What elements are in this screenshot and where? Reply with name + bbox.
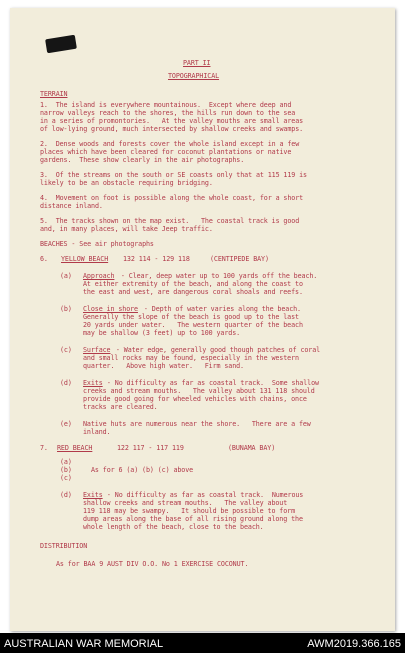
part-title: PART II	[183, 59, 211, 67]
item-label: (d)	[60, 491, 72, 499]
item-heading: Close in shore	[83, 305, 138, 313]
distribution-text: As for BAA 9 AUST DIV O.O. No 1 EXERCISE COCONUT.	[56, 560, 249, 568]
terrain-heading: TERRAIN	[40, 90, 68, 98]
para1-line: 1. The island is everywhere mountainous. Except where deep and	[40, 101, 292, 109]
item-line: whole length of the beach, close to the beach.	[83, 523, 264, 531]
beaches-line: BEACHES - See air photographs	[40, 240, 154, 248]
item-line: shallow creeks and stream mouths. The valley about	[83, 499, 288, 507]
item-line: Generally the slope of the beach is good up to the last	[83, 313, 299, 321]
beach6-number: 6.	[40, 255, 48, 263]
item-heading: Approach	[83, 272, 115, 280]
footer-accession: AWM2019.366.165	[307, 638, 401, 650]
item-line: provide good going for wheeled vehicles with chains, once	[83, 395, 307, 403]
item-line: quarter. Above high water. Firm sand.	[83, 362, 244, 370]
beach6-ref: 132 114 - 129 118	[123, 255, 190, 263]
item-label: (e)	[60, 420, 72, 428]
item-line: tracks are cleared.	[83, 403, 158, 411]
item-line: the east and west, are dangerous coral shoals and reefs.	[83, 288, 303, 296]
item-heading: Exits	[83, 379, 103, 387]
item-label: (b)	[60, 305, 72, 313]
beach7-number: 7.	[40, 444, 48, 452]
footer-source: AUSTRALIAN WAR MEMORIAL	[4, 638, 164, 650]
item-line: and small rocks may be found, especially in the western	[83, 354, 299, 362]
item-line: - Depth of water varies along the beach.	[140, 305, 301, 313]
item-label: (c)	[60, 474, 72, 482]
para5-line: 5. The tracks shown on the map exist. The coastal track is good	[40, 217, 300, 225]
section-title: TOPOGRAPHICAL	[168, 72, 220, 80]
para5-line: and, in many places, will take Jeep traffic.	[40, 225, 213, 233]
item-heading: Surface	[83, 346, 111, 354]
item-label: (a)	[60, 272, 72, 280]
para4-line: distance inland.	[40, 202, 103, 210]
item-line: At either extremity of the beach, and along the coast to	[83, 280, 303, 288]
para4-line: 4. Movement on foot is possible along the whole coast, for a short	[40, 194, 304, 202]
para3-line: 3. Of the streams on the south or SE coasts only that at 115 119 is	[40, 171, 307, 179]
item-heading: Exits	[83, 491, 103, 499]
tape-mark	[45, 35, 77, 54]
item-line: - Water edge, generally good though patches of coral	[112, 346, 321, 354]
beach6-location: (CENTIPEDE BAY)	[210, 255, 269, 263]
para2-line: 2. Dense woods and forests cover the whole island except in a few	[40, 140, 300, 148]
item-line: creeks and stream mouths. The valley about 131 118 should	[83, 387, 315, 395]
para1-line: in a series of promontories. At the valley mouths are small areas	[40, 117, 304, 125]
beach7-ref: 122 117 - 117 119	[117, 444, 184, 452]
footer-bar	[0, 633, 405, 653]
para1-line: narrow valleys reach to the shores, the hills run down to the sea	[40, 109, 296, 117]
item-line: 20 yards under water. The western quarter of the beach	[83, 321, 303, 329]
beach6-name: YELLOW BEACH	[61, 255, 109, 263]
item-line: dump areas along the base of all rising ground along the	[83, 515, 303, 523]
para2-line: gardens. These show clearly in the air photographs.	[40, 156, 245, 164]
item-label: (b)	[60, 466, 72, 474]
para3-line: likely to be an obstacle requiring bridging.	[40, 179, 213, 187]
item-line: Native huts are numerous near the shore. There are a few	[83, 420, 311, 428]
para1-line: of low-lying ground, much intersected by shallow creeks and swamps.	[40, 125, 304, 133]
item-line: - Clear, deep water up to 100 yards off the beach.	[117, 272, 318, 280]
item-label: (c)	[60, 346, 72, 354]
item-line: As for 6 (a) (b) (c) above	[91, 466, 194, 474]
document-sheet	[10, 8, 395, 631]
item-line: 119 118 may be swampy. It should be possible to form	[83, 507, 296, 515]
beach7-name: RED BEACH	[57, 444, 93, 452]
item-label: (d)	[60, 379, 72, 387]
item-label: (a)	[60, 458, 72, 466]
item-line: inland.	[83, 428, 111, 436]
item-line: - No difficulty as far as coastal track. Numerous	[103, 491, 304, 499]
item-line: - No difficulty as far as coastal track. Some shallow	[103, 379, 319, 387]
item-line: may be shallow (3 feet) up to 100 yards.	[83, 329, 241, 337]
para2-line: places which have been cleared for coconut plantations or native	[40, 148, 292, 156]
beach7-location: (BUNAMA BAY)	[228, 444, 276, 452]
distribution-heading: DISTRIBUTION	[40, 542, 88, 550]
